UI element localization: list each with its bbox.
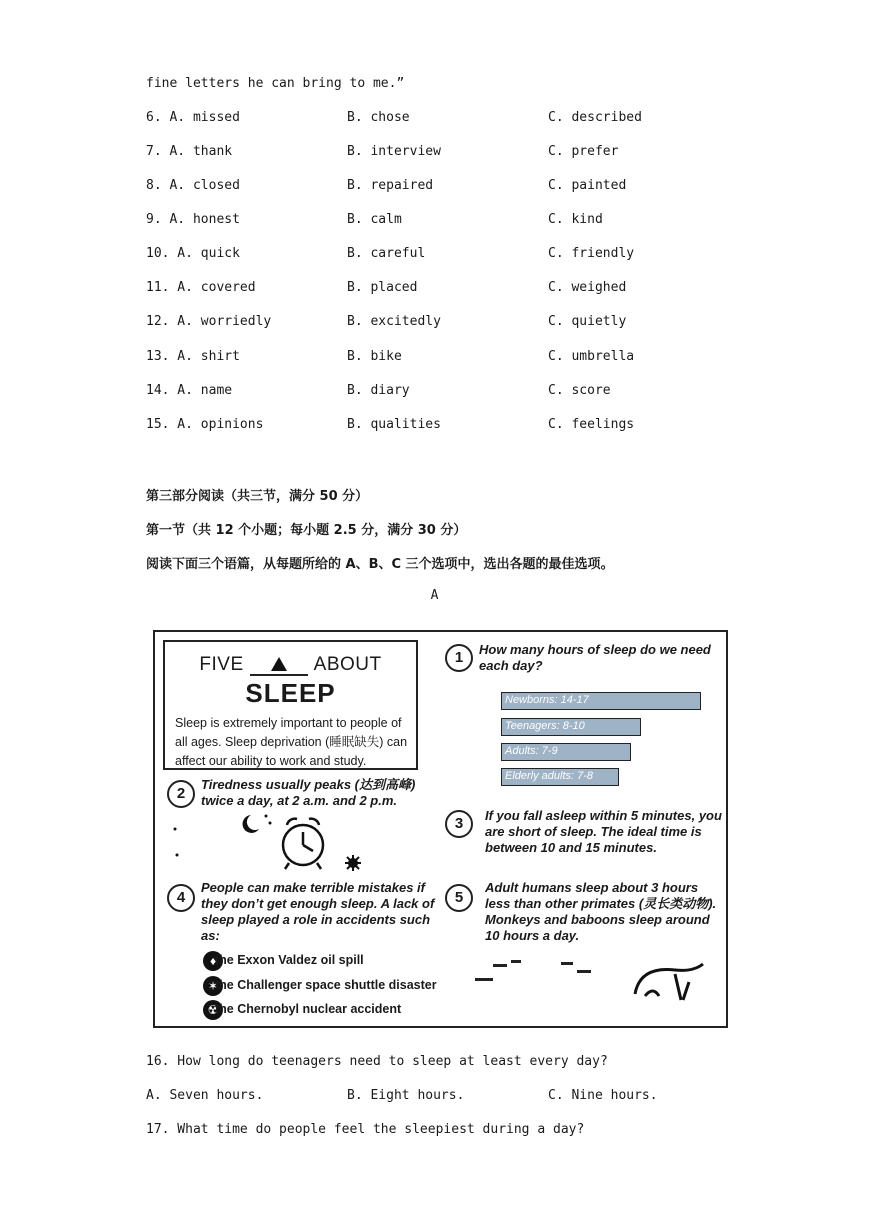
option-b: B. diary [347, 383, 410, 398]
option-b: B. bike [347, 349, 402, 364]
baboon-icon [635, 964, 703, 1000]
accident-1: the Exxon Valdez oil spill [215, 953, 364, 967]
passage-end-line: fine letters he can bring to me.” [146, 76, 405, 91]
option-a: 13. A. shirt [146, 349, 240, 364]
monkey-icon [475, 960, 591, 981]
option-b: B. repaired [347, 178, 434, 193]
title-line [165, 654, 416, 676]
section-subtitle: 第一节（共 12 个小题；每小题 2.5 分，满分 30 分） [146, 523, 467, 538]
bar-elderly: Elderly adults: 7-8 [501, 768, 619, 786]
option-a: 6. A. missed [146, 110, 240, 125]
option-c: C. weighed [548, 280, 627, 295]
triangle-icon [271, 657, 287, 671]
option-a: 9. A. honest [146, 212, 240, 227]
option-a: 15. A. opinions [146, 417, 264, 432]
title-blank [250, 656, 308, 676]
radiation-icon: ☢ [203, 1000, 223, 1020]
fact-1-text: How many hours of sleep do we need each day? [479, 642, 711, 673]
fact-number-2: 2 [167, 780, 195, 808]
star-dots-icon [174, 815, 272, 857]
option-c: C. score [548, 383, 611, 398]
fact-5-text: Adult humans sleep about 3 hours less than other primates (灵长类动物). Monkeys and baboons sleep around 10 hours a day. [485, 880, 717, 943]
question-17: 17. What time do people feel the sleepiest during a day? [146, 1122, 585, 1137]
option-c: C. prefer [548, 144, 619, 159]
option-b: B. careful [347, 246, 426, 261]
option-a: 11. A. covered [146, 280, 256, 295]
option-c: C. feelings [548, 417, 635, 432]
passage-label: A [430, 588, 439, 603]
title-five: FIVE [199, 654, 244, 675]
option-c: C. friendly [548, 246, 635, 261]
option-a: 7. A. thank [146, 144, 233, 159]
option-b: B. calm [347, 212, 402, 227]
title-box [163, 640, 418, 770]
bar-newborns: Newborns: 14-17 [501, 692, 701, 710]
title-sleep: SLEEP [245, 678, 336, 708]
reading-instruction: 阅读下面三个语篇，从每题所给的 A、B、C 三个选项中，选出各题的最佳选项。 [146, 557, 614, 572]
fact-4-text: People can make terrible mistakes if they don’t get enough sleep. A lack of sleep played a role in accidents such as: [201, 880, 435, 943]
option-a: 10. A. quick [146, 246, 240, 261]
option-b: B. Eight hours. [347, 1088, 465, 1103]
option-c: C. described [548, 110, 642, 125]
option-c: C. Nine hours. [548, 1088, 658, 1103]
option-c: C. quietly [548, 314, 627, 329]
option-a: 12. A. worriedly [146, 314, 272, 329]
option-c: C. kind [548, 212, 603, 227]
sun-icon [345, 855, 361, 871]
option-b: B. excitedly [347, 314, 441, 329]
option-c: C. painted [548, 178, 627, 193]
clock-illustration [173, 807, 373, 877]
intro-text: Sleep is extremely important to people of all ages. Sleep deprivation (睡眠缺失) can affect our ability to work and study. [175, 716, 408, 768]
fact-number-1: 1 [445, 644, 473, 672]
alarm-clock-icon [283, 819, 323, 869]
option-b: B. qualities [347, 417, 441, 432]
oil-drop-icon: ♦ [203, 951, 223, 971]
question-16: 16. How long do teenagers need to sleep at least every day? [146, 1054, 608, 1069]
option-b: B. chose [347, 110, 410, 125]
bar-teenagers: Teenagers: 8-10 [501, 718, 641, 736]
fact-number-3: 3 [445, 810, 473, 838]
option-a: 8. A. closed [146, 178, 240, 193]
option-c: C. umbrella [548, 349, 635, 364]
primate-illustration [465, 954, 715, 1014]
accident-2: the Challenger space shuttle disaster [215, 978, 437, 992]
option-b: B. interview [347, 144, 441, 159]
sleep-infographic [153, 630, 728, 1028]
title-about: ABOUT [313, 654, 382, 675]
fact-2-text: Tiredness usually peaks (达到高峰) twice a day, at 2 a.m. and 2 p.m. [201, 777, 416, 808]
shuttle-icon: ✶ [203, 976, 223, 996]
fact-number-5: 5 [445, 884, 473, 912]
option-a: 14. A. name [146, 383, 233, 398]
fact-number-4: 4 [167, 884, 195, 912]
bar-adults: Adults: 7-9 [501, 743, 631, 761]
accident-3: the Chernobyl nuclear accident [215, 1002, 402, 1016]
fact-3-text: If you fall asleep within 5 minutes, you are short of sleep. The ideal time is between 10 and 15 minutes. [485, 808, 722, 855]
moon-icon [243, 815, 259, 833]
part-title: 第三部分阅读（共三节，满分 50 分） [146, 489, 369, 504]
option-b: B. placed [347, 280, 418, 295]
option-a: A. Seven hours. [146, 1088, 264, 1103]
